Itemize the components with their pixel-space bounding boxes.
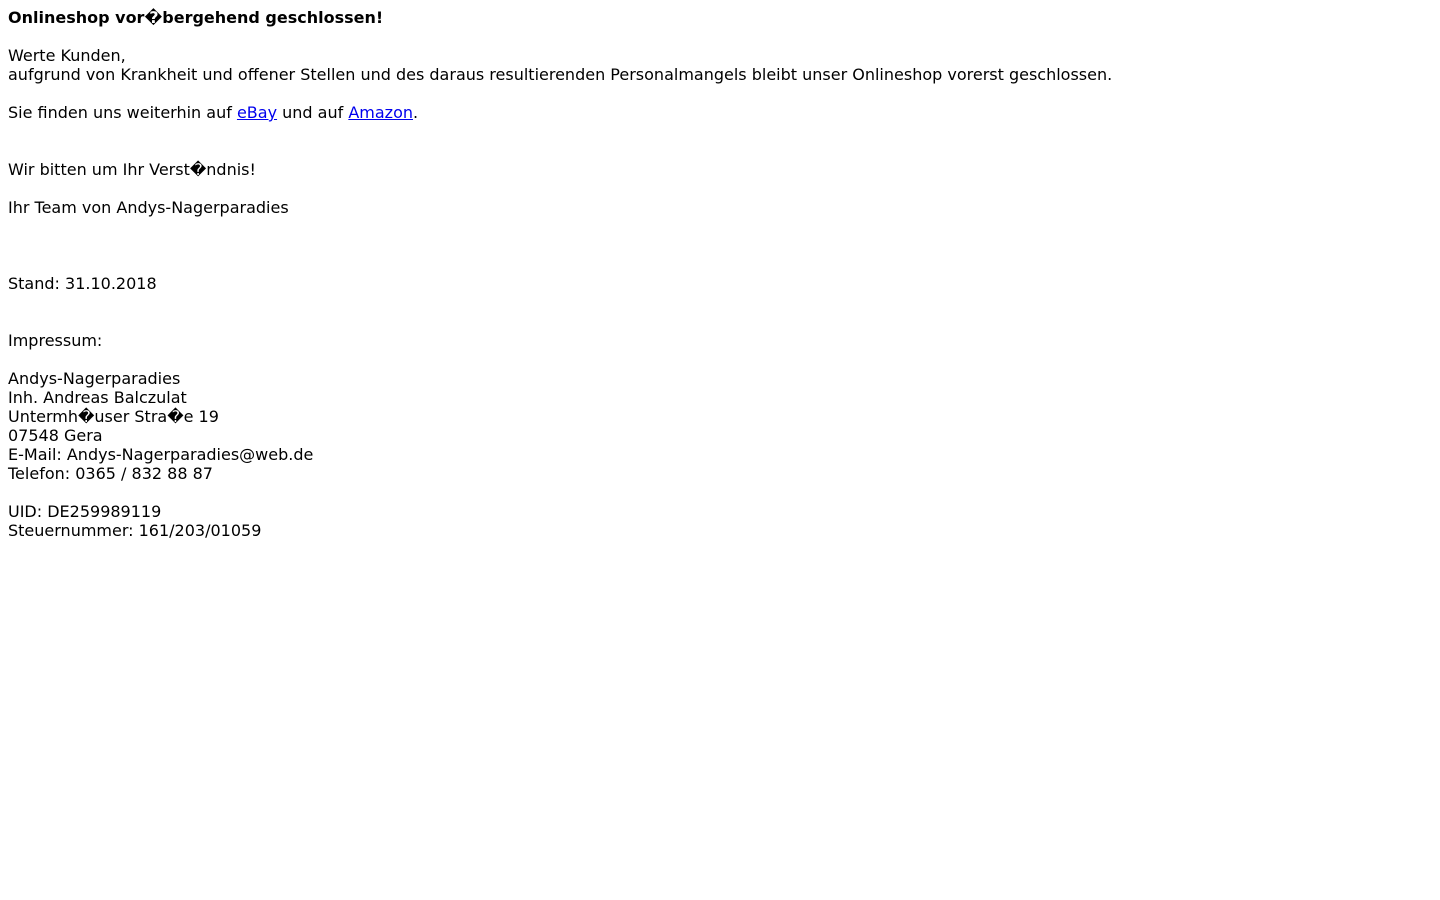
spacer bbox=[8, 179, 1432, 198]
find-us-line bbox=[8, 103, 1432, 122]
spacer bbox=[8, 350, 1432, 369]
signature-text: Ihr Team von Andys-Nagerparadies bbox=[8, 198, 289, 217]
find-us-prefix: Sie finden uns weiterhin auf bbox=[8, 103, 237, 122]
spacer bbox=[8, 141, 1432, 160]
spacer bbox=[8, 483, 1432, 502]
spacer bbox=[8, 27, 1432, 46]
page-title: Onlineshop vor�bergehend geschlossen! bbox=[8, 8, 384, 27]
impressum-owner: Inh. Andreas Balczulat bbox=[8, 388, 187, 407]
ebay-link[interactable]: eBay bbox=[236, 103, 278, 122]
spacer bbox=[8, 122, 1432, 141]
impressum-tax-number: Steuernummer: 161/203/01059 bbox=[8, 521, 262, 540]
impressum-company: Andys-Nagerparadies bbox=[8, 369, 181, 388]
spacer bbox=[8, 236, 1432, 255]
impressum-city: 07548 Gera bbox=[8, 426, 103, 445]
apology-text: Wir bitten um Ihr Verst�ndnis! bbox=[8, 160, 256, 179]
amazon-link[interactable]: Amazon bbox=[348, 103, 413, 122]
closure-message: aufgrund von Krankheit und offener Stellen und des daraus resultierenden Personalmangels bleibt unser Onlineshop vorerst geschlossen. bbox=[8, 65, 1113, 84]
impressum-street: Untermh�user Stra�e 19 bbox=[8, 407, 219, 426]
find-us-middle: und auf bbox=[277, 103, 349, 122]
find-us-suffix: . bbox=[413, 103, 419, 122]
impressum-uid: UID: DE259989119 bbox=[8, 502, 162, 521]
spacer bbox=[8, 293, 1432, 312]
spacer bbox=[8, 84, 1432, 103]
spacer bbox=[8, 255, 1432, 274]
greeting-text: Werte Kunden, bbox=[8, 46, 126, 65]
stand-date: Stand: 31.10.2018 bbox=[8, 274, 157, 293]
impressum-phone: Telefon: 0365 / 832 88 87 bbox=[8, 464, 213, 483]
impressum-email: E-Mail: Andys-Nagerparadies@web.de bbox=[8, 445, 314, 464]
spacer bbox=[8, 217, 1432, 236]
spacer bbox=[8, 312, 1432, 331]
page-content bbox=[8, 8, 1432, 540]
impressum-heading: Impressum: bbox=[8, 331, 103, 350]
